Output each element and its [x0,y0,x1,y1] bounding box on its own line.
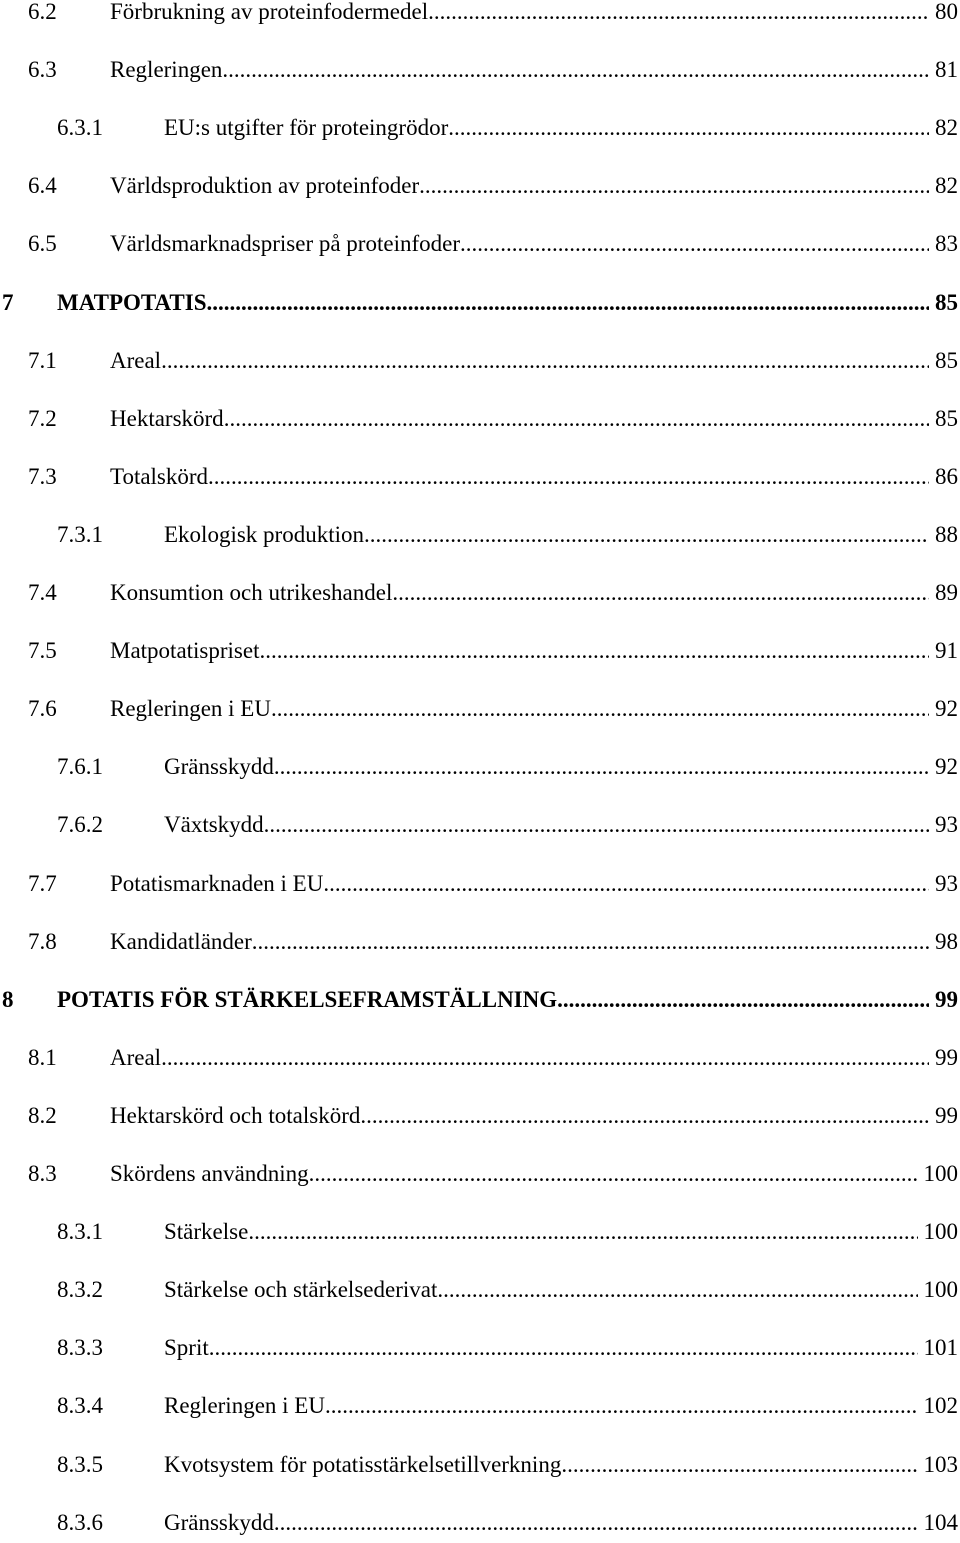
toc-entry[interactable] [0,747,960,787]
toc-entry-title: Gränsskydd [164,754,274,780]
toc-entry[interactable] [0,1154,960,1194]
toc-entry-page: 85 [935,405,958,431]
toc-entry-title: Kandidatländer [110,928,252,954]
toc-entry-number: 8.3.6 [57,1509,103,1535]
toc-entry-title: Areal [110,347,162,373]
toc-entry-title: POTATIS FÖR STÄRKELSEFRAMSTÄLLNING [57,986,558,1012]
toc-entry-title: Matpotatispriset [110,638,260,664]
toc-dot-leader [364,515,929,555]
toc-entry-title: EU:s utgifter för proteingrödor [164,115,449,141]
toc-entry[interactable] [0,166,960,206]
toc-entry-number: 7.3 [28,463,57,489]
toc-entry-number: 6.2 [28,0,57,24]
toc-dot-leader [448,108,929,148]
toc-entry-title: Regleringen [110,57,223,83]
toc-dot-leader [209,1328,918,1368]
toc-entry-number: 8.3.5 [57,1451,103,1477]
toc-dot-leader [360,1096,929,1136]
toc-entry-page: 82 [935,173,958,199]
toc-entry-number: 7.6 [28,696,57,722]
toc-entry-number: 7.2 [28,405,57,431]
toc-entry-page: 85 [935,347,958,373]
toc-entry-title: Sprit [164,1335,209,1361]
toc-entry-page: 98 [935,928,958,954]
toc-entry-page: 100 [923,1219,958,1245]
toc-entry-number: 8.1 [28,1044,57,1070]
toc-entry-title: Regleringen i EU [164,1393,325,1419]
toc-entry-page: 92 [935,754,958,780]
toc-entry-number: 6.3.1 [57,115,103,141]
toc-entry[interactable] [0,980,960,1020]
toc-dot-leader [259,631,929,671]
toc-entry-number: 6.3 [28,57,57,83]
toc-entry-page: 103 [923,1451,958,1477]
toc-entry-number: 8 [2,986,14,1012]
toc-entry-page: 100 [923,1161,958,1186]
toc-entry-number: 7.1 [28,347,57,373]
toc-entry[interactable] [0,515,960,555]
toc-dot-leader [252,922,929,962]
toc-entry-number: 7.6.2 [57,812,103,838]
toc-entry-number: 8.3.4 [57,1393,103,1419]
toc-entry-page: 104 [923,1509,958,1535]
toc-entry[interactable] [0,864,960,904]
toc-entry-title: Världsproduktion av proteinfoder [110,173,420,199]
toc-entry-number: 8.2 [28,1102,57,1128]
toc-dot-leader [419,166,929,206]
toc-entry[interactable] [0,689,960,729]
toc-entry-page: 82 [935,115,958,141]
toc-dot-leader [460,224,929,264]
toc-entry-title: Stärkelse [164,1219,249,1245]
toc-entry-title: Kvotsystem för potatisstärkelsetillverkning [164,1451,562,1477]
toc-entry-page: 100 [923,1277,958,1303]
toc-entry-page: 91 [935,638,958,664]
toc-entry-page: 99 [935,986,958,1012]
toc-dot-leader [274,1503,918,1543]
toc-entry-number: 7.7 [28,870,57,896]
toc-dot-leader [161,1038,929,1078]
toc-entry-number: 8.3.1 [57,1219,103,1245]
toc-dot-leader [248,1212,917,1252]
toc-dot-leader [323,864,929,904]
toc-entry-number: 8.3 [28,1161,57,1186]
toc-entry[interactable] [0,457,960,497]
toc-entry[interactable] [0,573,960,613]
toc-entry-title: MATPOTATIS [57,289,207,315]
toc-entry[interactable] [0,341,960,381]
toc-entry-page: 102 [923,1393,958,1419]
toc-entry-page: 99 [935,1044,958,1070]
toc-entry-number: 8.3.2 [57,1277,103,1303]
toc-entry-title: Potatismarknaden i EU [110,870,324,896]
toc-entry-number: 7 [2,289,14,315]
toc-dot-leader [207,283,929,323]
toc-dot-leader [264,805,929,845]
toc-entry-title: Förbrukning av proteinfodermedel [110,0,429,24]
toc-entry-page: 92 [935,696,958,722]
toc-entry[interactable] [0,283,960,323]
toc-entry-number: 7.3.1 [57,521,103,547]
toc-dot-leader [392,573,929,613]
toc-entry[interactable] [0,1212,960,1252]
toc-entry-title: Världsmarknadspriser på proteinfoder [110,231,460,257]
toc-entry-page: 93 [935,812,958,838]
toc-entry-page: 88 [935,521,958,547]
toc-entry[interactable] [0,631,960,671]
toc-entry[interactable] [0,805,960,845]
toc-entry-title: Skördens användning [110,1161,309,1186]
toc-entry-title: Totalskörd [110,463,209,489]
toc-entry[interactable] [0,1386,960,1426]
toc-entry-title: Areal [110,1044,162,1070]
toc-entry-page: 80 [935,0,958,24]
toc-entry[interactable] [0,224,960,264]
toc-entry[interactable] [0,1445,960,1485]
toc-entry-title: Hektarskörd och totalskörd [110,1102,361,1128]
toc-entry[interactable] [0,1038,960,1078]
toc-dot-leader [161,341,929,381]
toc-entry-title: Ekologisk produktion [164,521,364,547]
toc-entry[interactable] [0,1328,960,1368]
toc-dot-leader [274,747,929,787]
toc-dot-leader [437,1270,917,1310]
toc-dot-leader [428,0,929,32]
toc-dot-leader [561,1445,917,1485]
toc-dot-leader [557,980,929,1020]
toc-entry[interactable] [0,922,960,962]
toc-entry-page: 85 [935,289,958,315]
toc-entry[interactable] [0,0,960,32]
toc-entry[interactable] [0,399,960,439]
toc-dot-leader [224,399,929,439]
toc-entry-title: Regleringen i EU [110,696,271,722]
toc-entry[interactable] [0,1503,960,1543]
toc-entry-number: 6.5 [28,231,57,257]
toc-entry-page: 83 [935,231,958,257]
toc-entry[interactable] [0,50,960,90]
toc-entry-title: Konsumtion och utrikeshandel [110,580,393,605]
toc-entry-title: Stärkelse och stärkelsederivat [164,1277,438,1303]
toc-entry-title: Hektarskörd [110,405,224,431]
toc-entry-page: 99 [935,1102,958,1128]
toc-dot-leader [271,689,929,729]
toc-entry-number: 6.4 [28,173,57,199]
toc-entry-page: 81 [935,57,958,83]
toc-entry-number: 7.8 [28,928,57,954]
toc-entry-number: 7.4 [28,580,57,605]
toc-entry-number: 7.6.1 [57,754,103,780]
toc-entry-page: 93 [935,870,958,896]
toc-entry[interactable] [0,1096,960,1136]
toc-dot-leader [309,1154,918,1194]
toc-entry-title: Gränsskydd [164,1509,274,1535]
toc-dot-leader [208,457,929,497]
toc-entry-page: 86 [935,463,958,489]
toc-entry-page: 89 [935,580,958,605]
toc-entry[interactable] [0,1270,960,1310]
toc-entry-number: 7.5 [28,638,57,664]
toc-dot-leader [222,50,929,90]
toc-entry[interactable] [0,108,960,148]
toc-entry-page: 101 [923,1335,958,1361]
toc-entry-number: 8.3.3 [57,1335,103,1361]
toc-dot-leader [325,1386,918,1426]
toc-entry-title: Växtskydd [164,812,264,838]
